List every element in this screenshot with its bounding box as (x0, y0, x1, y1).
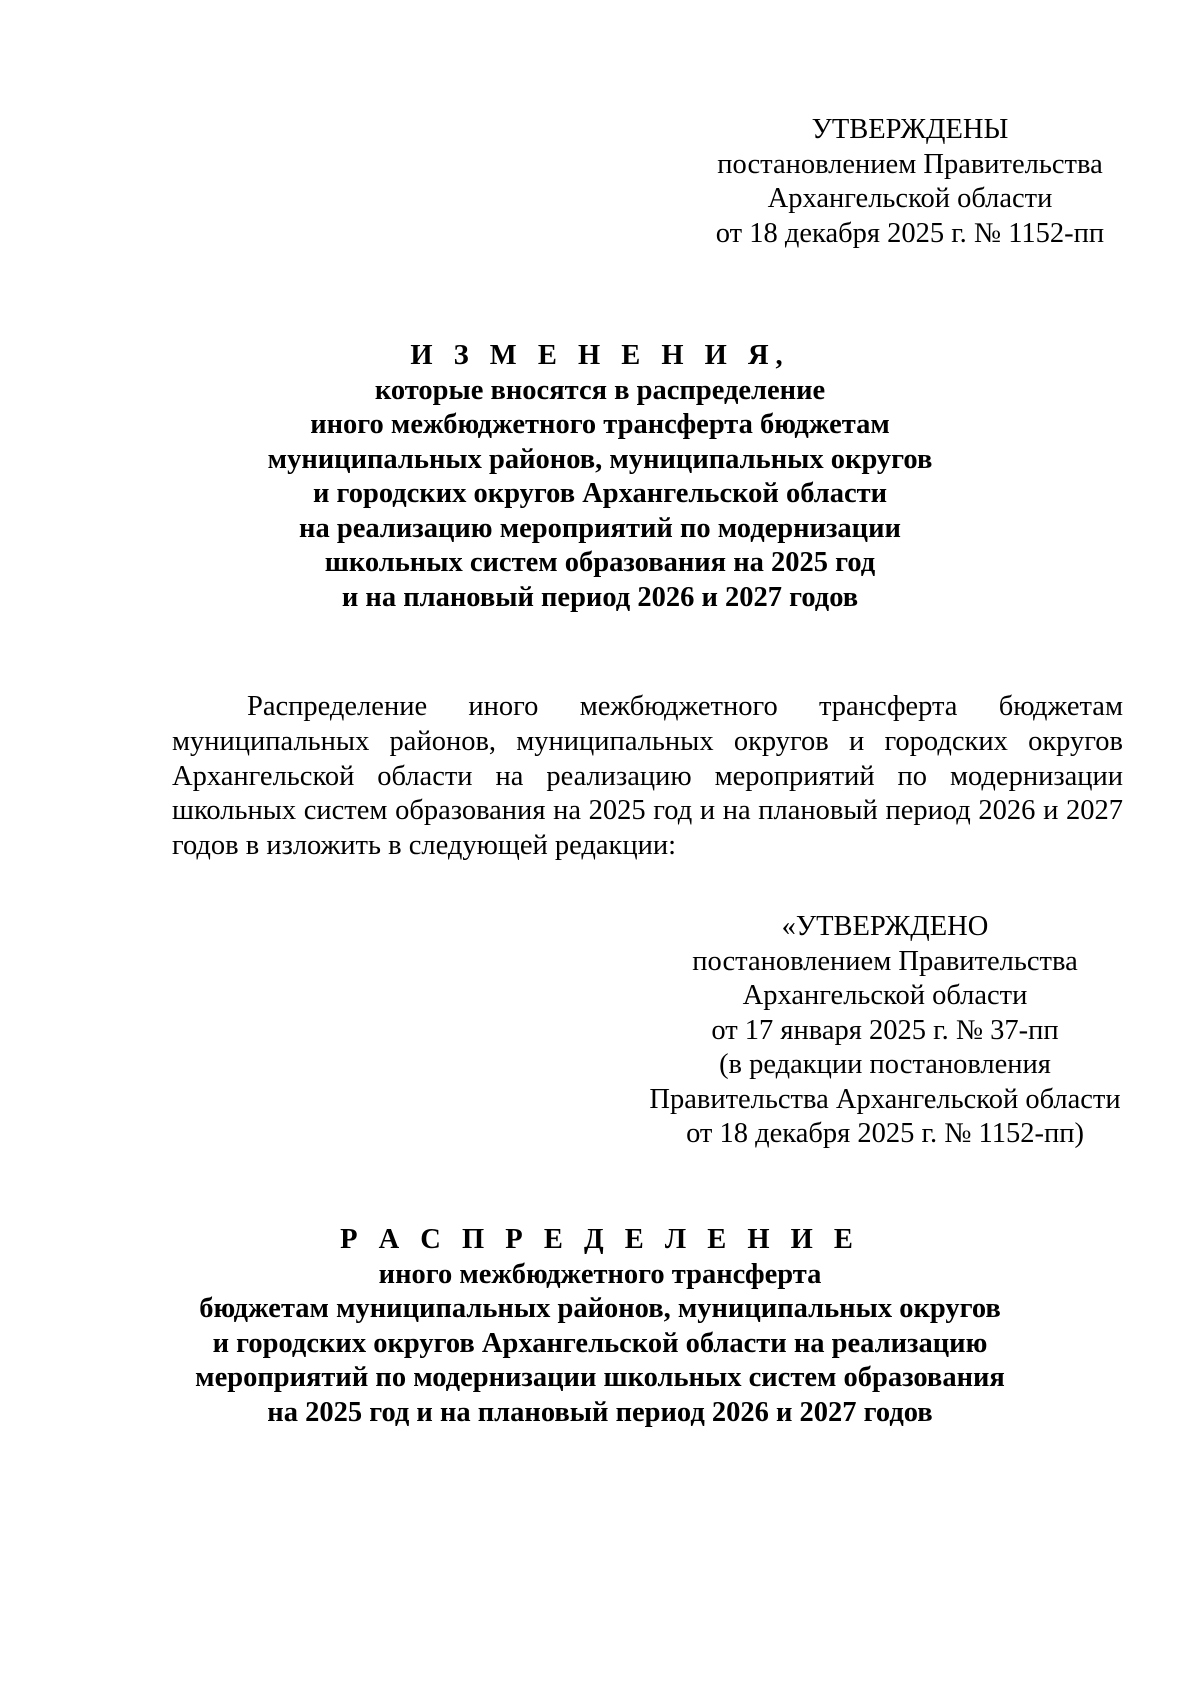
inner-approval-stamp-line: постановлением Правительства (692, 945, 1078, 977)
approval-stamp-line: Архангельской области (767, 183, 1053, 214)
changes-title-line: на реализацию мероприятий по модернизации (299, 512, 901, 544)
inner-approval-stamp (640, 910, 1130, 1152)
changes-title-line: иного межбюджетного трансферта бюджетам (310, 409, 890, 440)
changes-title-line: муниципальных районов, муниципальных округов (267, 443, 933, 475)
changes-heading: И З М Е Н Е Н И Я, (410, 340, 790, 371)
approval-stamp (690, 113, 1130, 251)
distribution-title-line: мероприятий по модернизации школьных систем образования (195, 1362, 1005, 1393)
distribution-title (160, 1223, 1040, 1430)
inner-approval-stamp-line: (в редакции постановления (719, 1049, 1051, 1080)
inner-approval-stamp-date: от 17 января 2025 г. № 37-пп (711, 1014, 1059, 1046)
inner-approval-stamp-title: «УТВЕРЖДЕНО (781, 911, 989, 942)
distribution-title-line: на 2025 год и на плановый период 2026 и 2027 годов (267, 1396, 933, 1428)
distribution-title-line: и городских округов Архангельской области на реализацию (212, 1327, 988, 1359)
changes-title-line: и городских округов Архангельской области (312, 478, 888, 509)
inner-approval-stamp-line: Архангельской области (742, 980, 1028, 1011)
changes-title (160, 339, 1040, 615)
changes-title-line: и на плановый период 2026 и 2027 годов (341, 581, 859, 613)
distribution-heading: Р А С П Р Е Д Е Л Е Н И Е (340, 1224, 860, 1255)
approval-stamp-date: от 18 декабря 2025 г. № 1152-пп (715, 217, 1105, 249)
inner-approval-stamp-date: от 18 декабря 2025 г. № 1152-пп) (686, 1118, 1084, 1149)
approval-stamp-title: УТВЕРЖДЕНЫ (811, 114, 1009, 145)
distribution-title-line: иного межбюджетного трансферта (378, 1258, 822, 1290)
inner-approval-stamp-line: Правительства Архангельской области (649, 1083, 1121, 1115)
changes-title-line: школьных систем образования на 2025 год (324, 547, 876, 578)
body-paragraph: Распределение иного межбюджетного трансферта бюджетам муниципальных районов, муниципальных округов и городских округов Архангельской области на реализацию мероприятий по модернизации школьных систем образования на 2025 год и на плановый период 2026 и 2027 годов в изложить в следующей редакции: (172, 691, 1123, 862)
distribution-title-line: бюджетам муниципальных районов, муниципальных округов (199, 1293, 1001, 1324)
approval-stamp-line: постановлением Правительства (717, 148, 1103, 180)
changes-title-line: которые вносятся в распределение (374, 374, 826, 406)
